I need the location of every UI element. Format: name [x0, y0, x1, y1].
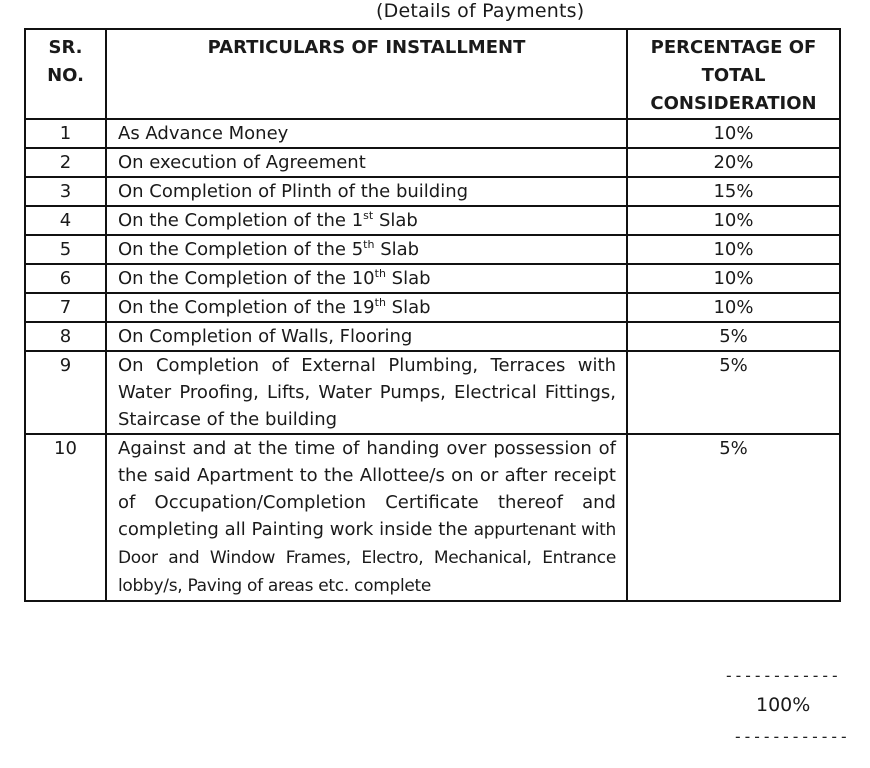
row-sr: 4 — [25, 206, 106, 235]
row-percentage: 5% — [627, 351, 840, 434]
table-row — [25, 206, 840, 235]
table-row — [25, 293, 840, 322]
ordinal-suffix: th — [374, 267, 386, 280]
table-row — [25, 434, 840, 601]
table-row — [25, 235, 840, 264]
row-particulars: On the Completion of the 1st Slab — [106, 206, 627, 235]
row-particulars: On the Completion of the 19th Slab — [106, 293, 627, 322]
row-sr: 10 — [25, 434, 106, 601]
row-percentage: 10% — [627, 206, 840, 235]
header-pct-line2: TOTAL — [701, 65, 766, 86]
header-sr-line1: SR. — [48, 37, 83, 58]
total-separator-bottom: ------------ — [733, 727, 849, 746]
row-particulars: On Completion of Walls, Flooring — [106, 322, 627, 351]
table-row — [25, 351, 840, 434]
header-sr-line2: NO. — [47, 65, 84, 86]
row-particulars: On Completion of Plinth of the building — [106, 177, 627, 206]
row-sr: 9 — [25, 351, 106, 434]
row-percentage: 5% — [627, 322, 840, 351]
table-row — [25, 119, 840, 148]
row-particulars: On the Completion of the 5th Slab — [106, 235, 627, 264]
table-header-row — [25, 29, 840, 119]
row-percentage: 10% — [627, 235, 840, 264]
row-particulars: On Completion of External Plumbing, Terraces with Water Proofing, Lifts, Water Pumps, Electrical Fittings, Staircase of the building — [106, 351, 627, 434]
row-sr: 7 — [25, 293, 106, 322]
table-row — [25, 177, 840, 206]
header-sr-no — [25, 29, 106, 119]
table-caption: (Details of Payments) — [376, 0, 585, 22]
ordinal-suffix: th — [363, 238, 375, 251]
row-sr: 1 — [25, 119, 106, 148]
header-pct-line3: CONSIDERATION — [650, 93, 817, 114]
ordinal-suffix: th — [374, 296, 386, 309]
row-particulars: On the Completion of the 10th Slab — [106, 264, 627, 293]
row-sr: 6 — [25, 264, 106, 293]
row-sr: 3 — [25, 177, 106, 206]
row-percentage: 10% — [627, 293, 840, 322]
payment-schedule-table — [24, 28, 841, 602]
row-sr: 8 — [25, 322, 106, 351]
total-separator-top: ------------ — [724, 666, 840, 685]
total-percentage: 100% — [756, 694, 811, 716]
header-particulars: PARTICULARS OF INSTALLMENT — [106, 29, 627, 119]
row-particulars: On execution of Agreement — [106, 148, 627, 177]
header-percentage — [627, 29, 840, 119]
row-percentage: 10% — [627, 264, 840, 293]
row-sr: 5 — [25, 235, 106, 264]
row-percentage: 10% — [627, 119, 840, 148]
table-row — [25, 264, 840, 293]
row-percentage: 20% — [627, 148, 840, 177]
row-percentage: 15% — [627, 177, 840, 206]
row-particulars: Against and at the time of handing over possession of the said Apartment to the Allottee/s on or after receipt of Occupation/Completion Certificate thereof and completing all Painting work inside the appurtenant with Door and Window Frames, Electro, Mechanical, Entrance lobby/s, Paving of areas etc. complete — [106, 434, 627, 601]
row-percentage: 5% — [627, 434, 840, 601]
ordinal-suffix: st — [363, 209, 374, 222]
table-row — [25, 322, 840, 351]
header-pct-line1: PERCENTAGE OF — [650, 37, 817, 58]
row-sr: 2 — [25, 148, 106, 177]
row-particulars: As Advance Money — [106, 119, 627, 148]
table-row — [25, 148, 840, 177]
